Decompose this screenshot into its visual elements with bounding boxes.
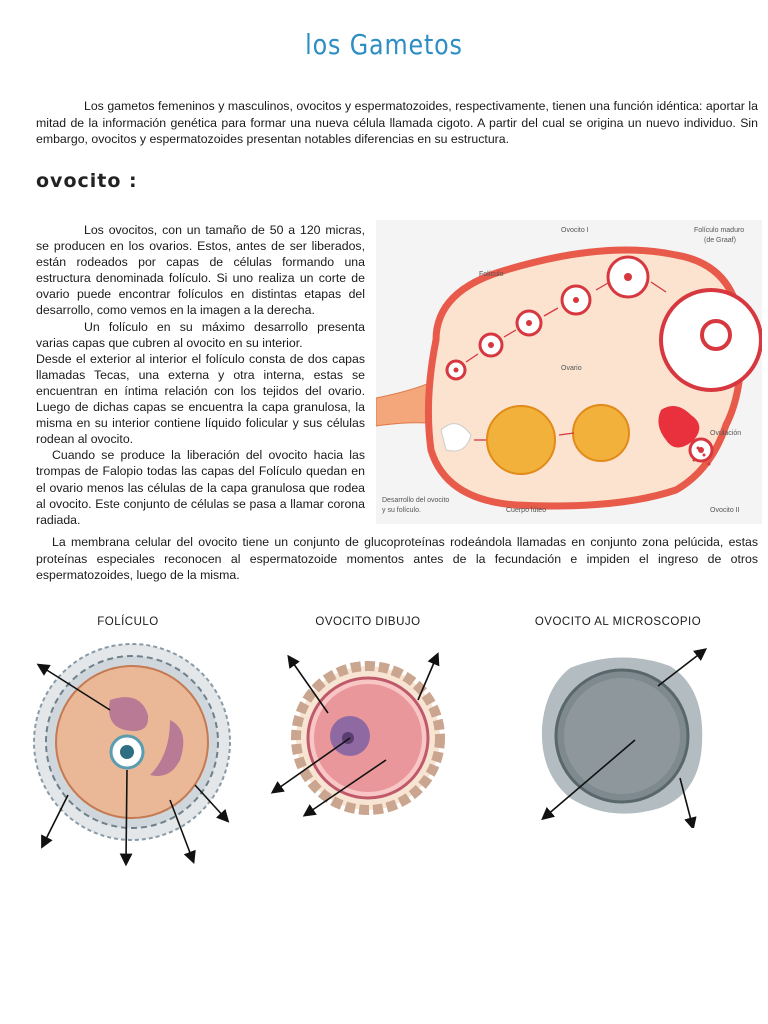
label-ovocito-ii: Ovocito II bbox=[710, 507, 740, 514]
paragraph-3: Desde el exterior al interior el folículo consta de dos capas llamadas Tecas, una externa y otra interna, estas se encuentran en íntima relación con los tejidos del ovario. Luego de dichas capas se encuentra la capa granulosa, la misma en su interior contiene líquido folicular y sus células rodean al ovocito. bbox=[36, 351, 365, 447]
corpus-luteum bbox=[487, 406, 555, 474]
oocyte-drawing bbox=[268, 648, 458, 820]
paragraph-5: La membrana celular del ovocito tiene un conjunto de glucoproteínas rodeándola llamadas en conjunto zona pelúcida, estas proteínas especiales reconocen al espermatozoide momentos antes de la fecundación e impiden el ingreso de otros espermatozoides, luego de la misma. bbox=[36, 535, 758, 582]
paragraph-1: Los ovocitos, con un tamaño de 50 a 120 micras, se producen en los ovarios. Estos, antes de ser liberados, están rodeados por capas de células formando una estructura denominada folículo. Si uno realiza un corte de ovario puede encontrar folículos en distintas etapas del desarrollo, como vemos en la imagen a la derecha. bbox=[36, 223, 365, 318]
label-desarrollo-1: Desarrollo del ovocito bbox=[382, 497, 450, 504]
label-ovario: Ovario bbox=[561, 365, 582, 372]
intro-block bbox=[36, 98, 758, 148]
page-title: los Gametos bbox=[305, 28, 463, 61]
section-heading: ovocito : bbox=[36, 170, 138, 192]
paragraph-2: Un folículo en su máximo desarrollo presenta varias capas que cubren al ovocito en su interior. bbox=[36, 319, 365, 350]
corpus-luteum-2 bbox=[573, 405, 629, 461]
label-desarrollo-2: y su folículo. bbox=[382, 507, 421, 514]
zona-pelucida-block bbox=[36, 534, 758, 584]
paragraph-4: Cuando se produce la liberación del ovocito hacia las trompas de Falopio todas las capas del Folículo quedan en el ovario menos las células de la capa granulosa que rodea al ovocito. Este conjunto de células se pasa a llamar corona radiada. bbox=[36, 448, 365, 527]
oocyte-microscope bbox=[530, 648, 720, 828]
caption-ovocito-dibujo: OVOCITO DIBUJO bbox=[315, 616, 421, 628]
caption-foliculo: FOLÍCULO bbox=[97, 616, 159, 628]
ovary-diagram bbox=[376, 220, 762, 524]
intro-paragraph: Los gametos femeninos y masculinos, ovocitos y espermatozoides, respectivamente, tienen una función idéntica: aportar la mitad de la información genética para formar una nueva célula llamada cigoto. A partir del cual se origina un nuevo individuo. Sin embargo, ovocitos y espermatozoides presentan notables diferencias en su estructura. bbox=[36, 99, 758, 146]
text-column bbox=[36, 222, 365, 528]
label-foliculo: Folículo bbox=[479, 271, 504, 278]
caption-ovocito-microscopio: OVOCITO AL MICROSCOPIO bbox=[534, 616, 702, 628]
label-foliculo-maduro: Folículo maduro bbox=[694, 227, 745, 234]
label-cuerpo-luteo: Cuerpo lúteo bbox=[506, 507, 547, 514]
label-de-graaf: (de Graaf) bbox=[704, 237, 736, 244]
follicle-illustration bbox=[20, 630, 250, 870]
label-ovocito-i: Ovocito I bbox=[561, 227, 589, 234]
label-ovulacion: Ovulación bbox=[710, 430, 742, 437]
